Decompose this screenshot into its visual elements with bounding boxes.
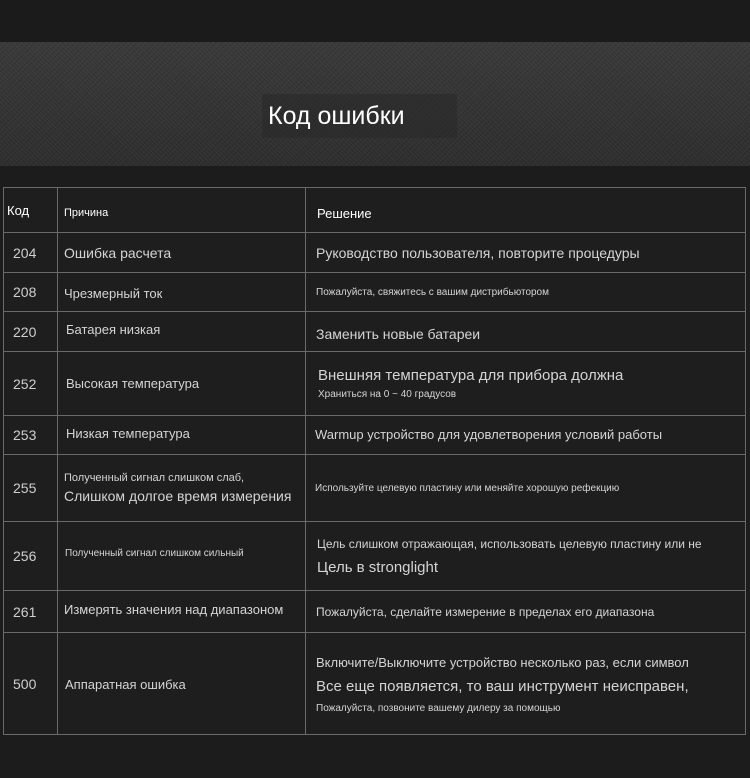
row-solution: Цель слишком отражающая, использовать целевую пластину или не Цель в stronglight (317, 536, 702, 576)
row-code: 261 (13, 603, 37, 620)
table-row (4, 352, 745, 416)
row-solution: Используйте целевую пластину или меняйте хорошую рефекцию (315, 482, 620, 494)
table-row (4, 273, 745, 312)
row-solution: Warmup устройство для удовлетворения условий работы (315, 426, 663, 442)
row-solution: Пожалуйста, сделайте измерение в пределах его диапазона (316, 604, 655, 619)
title-banner (0, 42, 750, 166)
row-code: 256 (13, 548, 37, 564)
row-cause: Аппаратная ошибка (65, 676, 186, 692)
row-solution: Внешняя температура для прибора должна Храниться на 0 ~ 40 градусов (318, 367, 624, 400)
row-solution: Заменить новые батареи (316, 325, 481, 342)
header-solution: Решение (317, 205, 372, 221)
header-cause: Причина (64, 207, 109, 219)
table-row (4, 233, 745, 273)
row-cause: Полученный сигнал слишком слаб, Слишком долгое время измерения (64, 472, 292, 504)
header-code: Код (7, 202, 30, 218)
row-cause: Ошибка расчета (64, 244, 172, 261)
row-cause: Высокая температура (66, 376, 200, 391)
table-row (4, 455, 745, 522)
row-code: 253 (13, 427, 37, 443)
row-solution: Включите/Выключите устройство несколько раз, если символ Все еще появляется, то ваш инструмент неисправен, Пожалуйста, позвоните вашему дилеру за помощью (316, 654, 689, 714)
table-row (4, 522, 745, 591)
table-row (4, 416, 745, 455)
row-code: 204 (13, 244, 37, 261)
row-cause: Батарея низкая (66, 322, 161, 337)
row-code: 255 (13, 480, 37, 496)
error-code-table (3, 187, 746, 735)
row-cause: Чрезмерный ток (64, 285, 163, 301)
table-header-row (4, 188, 745, 233)
row-code: 220 (13, 323, 37, 340)
row-cause: Низкая температура (66, 425, 190, 441)
table-row (4, 312, 745, 352)
row-code: 208 (13, 284, 37, 300)
row-cause: Измерять значения над диапазоном (64, 602, 284, 617)
row-code: 500 (13, 676, 37, 692)
top-strip (0, 0, 750, 42)
table-row (4, 633, 745, 735)
table-row (4, 591, 745, 633)
page-title: Код ошибки (262, 94, 457, 138)
row-solution: Пожалуйста, свяжитесь с вашим дистрибьютором (316, 286, 549, 298)
row-cause: Полученный сигнал слишком сильный (65, 547, 244, 559)
row-code: 252 (13, 375, 37, 392)
row-solution: Руководство пользователя, повторите процедуры (316, 244, 640, 261)
